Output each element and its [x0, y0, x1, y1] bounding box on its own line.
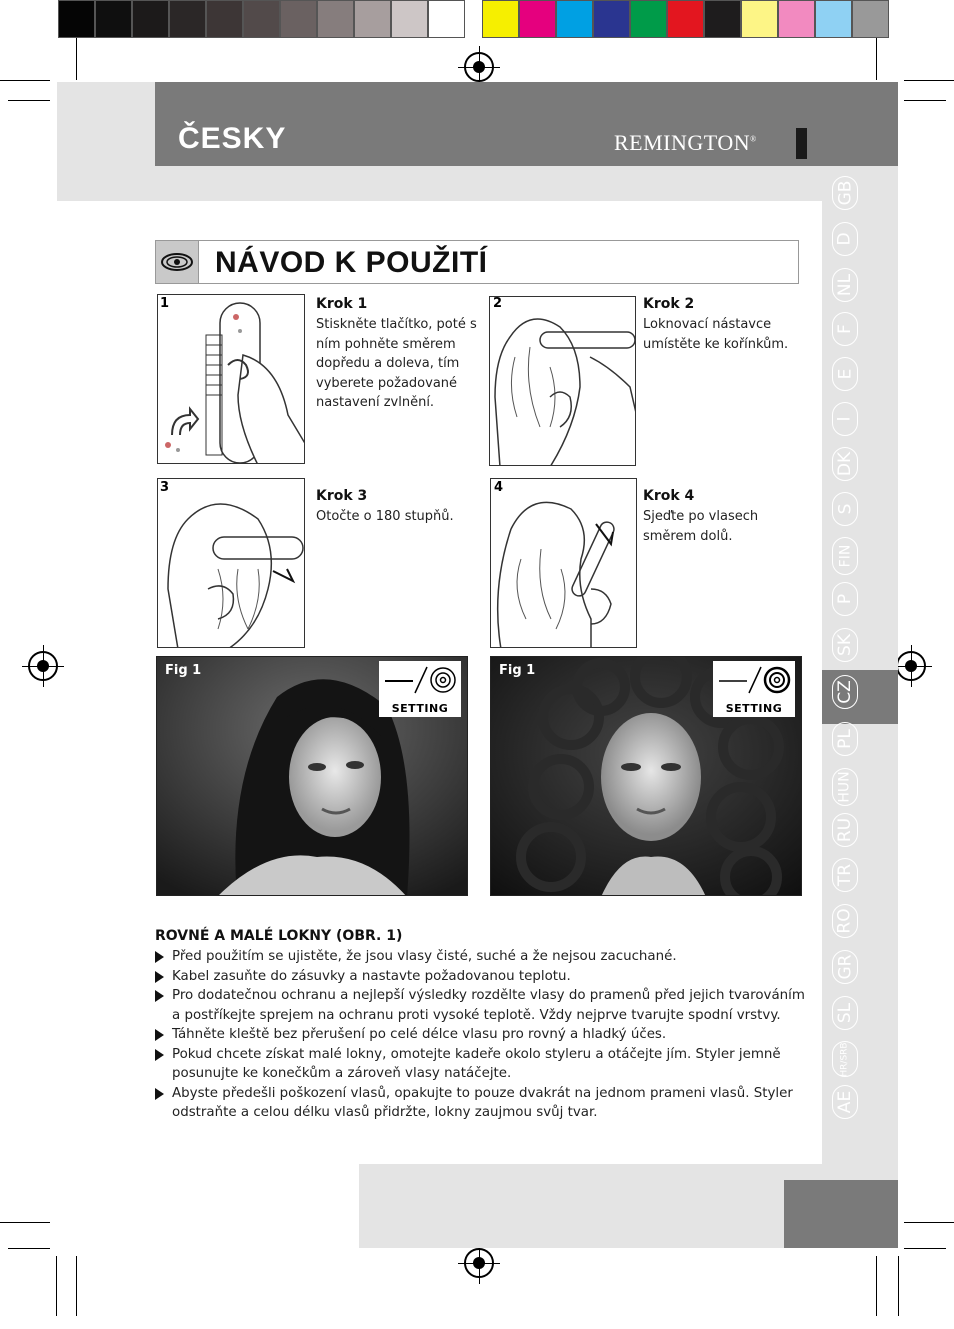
crop-mark [876, 1256, 877, 1316]
language-tab-sk[interactable] [832, 628, 858, 662]
color-swatch [317, 0, 354, 38]
step-heading: Krok 4 [643, 488, 695, 504]
straight-hair-photo [156, 656, 468, 896]
placing-styler-illustration [490, 297, 636, 466]
color-swatch [852, 0, 889, 38]
color-swatch [630, 0, 667, 38]
step-number: 3 [160, 480, 170, 495]
language-tab-label: SK [834, 634, 855, 656]
step-text: Stiskněte tlačítko, poté s ním pohněte směrem dopředu a doleva, tím vyberete požadované nastavení zvlnění. [316, 317, 477, 410]
language-title: ČESKY [178, 122, 287, 155]
language-tab-label: AE [835, 1090, 855, 1114]
crop-mark [0, 80, 50, 81]
language-tab-label: HUN [837, 771, 853, 803]
step-figure-3 [157, 478, 305, 648]
language-tab-label: P [834, 593, 855, 605]
step-number: 1 [160, 296, 170, 311]
language-tab-label: E [835, 368, 855, 380]
language-tab-tr[interactable] [832, 858, 858, 892]
setting-label: SETTING [725, 702, 783, 715]
language-tab-label: S [834, 503, 855, 515]
photo-label: Fig 1 [499, 663, 536, 678]
color-swatch [243, 0, 280, 38]
sliding-styler-illustration [491, 479, 637, 648]
language-tab-hr-srb[interactable] [832, 1041, 858, 1077]
color-swatch [428, 0, 465, 38]
step-text: Sjeďte po vlasech směrem dolů. [643, 509, 759, 544]
step-number: 4 [494, 480, 504, 495]
language-tab-nl[interactable] [832, 268, 858, 302]
registration-mark-icon [28, 651, 58, 681]
language-tab-ae[interactable] [832, 1085, 858, 1119]
color-swatches-left [58, 0, 465, 38]
step-number: 2 [493, 296, 503, 311]
setting-indicator [379, 661, 461, 717]
crop-mark [898, 1256, 899, 1316]
styler-button-illustration [158, 295, 305, 464]
language-tab-label: NL [834, 273, 855, 297]
crop-mark [76, 38, 77, 80]
instructions-subtitle: ROVNÉ A MALÉ LOKNY (OBR. 1) [155, 928, 403, 944]
rotating-styler-illustration [158, 479, 305, 648]
instruction-list [155, 947, 805, 1123]
step-heading: Krok 3 [316, 488, 368, 504]
language-tab-fin[interactable] [832, 537, 858, 575]
crop-mark [904, 1222, 954, 1223]
setting-indicator [713, 661, 795, 717]
color-swatch [206, 0, 243, 38]
color-swatch [354, 0, 391, 38]
crop-mark [904, 1248, 946, 1249]
list-item: Táhněte kleště bez přerušení po celé délce vlasu pro rovný a hladký účes. [155, 1025, 805, 1045]
color-swatch [741, 0, 778, 38]
registration-mark-icon [896, 651, 926, 681]
language-tab-s[interactable] [832, 492, 858, 526]
language-tab-i[interactable] [832, 402, 858, 436]
language-tab-label: FIN [837, 544, 853, 568]
language-tab-gb[interactable] [832, 176, 858, 210]
list-item: Před použitím se ujistěte, že jsou vlasy čisté, suché a že nejsou zacuchané. [155, 947, 805, 967]
brand-registered-mark: ® [750, 134, 757, 144]
crop-mark [0, 1222, 50, 1223]
language-tab-label: CZ [835, 680, 855, 704]
photo-label: Fig 1 [165, 663, 202, 678]
color-swatch [815, 0, 852, 38]
color-swatch [778, 0, 815, 38]
language-tab-d[interactable] [832, 222, 858, 256]
language-tab-dk[interactable] [832, 447, 858, 481]
language-tab-label: PL [834, 729, 855, 749]
section-icon-box [155, 240, 199, 284]
section-title: NÁVOD K POUŽITÍ [215, 246, 488, 279]
language-tab-label: SL [834, 1002, 855, 1024]
step-heading: Krok 1 [316, 296, 368, 312]
language-tab-label: F [835, 324, 855, 334]
brand-logo [614, 130, 757, 156]
language-tab-label: RO [835, 908, 856, 934]
list-item: Abyste předešli poškození vlasů, opakujte to pouze dvakrát na jednom prameni vlasů. Styler odstraňte a celou délku vlasů přidržte, lokny zaujmou svůj tvar. [155, 1084, 805, 1123]
color-swatch [280, 0, 317, 38]
language-tab-ro[interactable] [832, 904, 858, 938]
color-swatch [482, 0, 519, 38]
color-swatch [593, 0, 630, 38]
language-tab-hun[interactable] [832, 768, 858, 806]
color-swatch [556, 0, 593, 38]
language-tab-sl[interactable] [832, 996, 858, 1030]
step-text: Loknovací nástavce umístěte ke kořínkům. [643, 317, 789, 352]
eye-icon [156, 241, 198, 283]
crop-mark [904, 100, 946, 101]
brand-bar [796, 128, 807, 159]
registration-mark-icon [464, 1248, 494, 1278]
step-heading: Krok 2 [643, 296, 695, 312]
language-tab-p[interactable] [832, 582, 858, 616]
step-text: Otočte o 180 stupňů. [316, 509, 454, 524]
list-item: Pro dodatečnou ochranu a nejlepší výsledky rozdělte vlasy do pramenů před jejich tvarováním a postříkejte sprejem na ochranu proti vysoké teplotě. Vždy nejprve tvarujte spodní vrstvy. [155, 986, 805, 1025]
crop-mark [76, 1256, 77, 1316]
language-tab-e[interactable] [832, 357, 858, 391]
language-tab-label: HR/SRB [839, 1041, 850, 1077]
language-tab-label: DK [835, 451, 855, 477]
language-tab-gr[interactable] [832, 950, 858, 984]
setting-label: SETTING [391, 702, 449, 715]
language-tab-label: D [835, 232, 855, 246]
language-tab-f[interactable] [832, 312, 858, 346]
page-number-box [784, 1180, 898, 1248]
crop-mark [876, 38, 877, 80]
language-tab-label: I [834, 416, 855, 422]
language-tab-pl[interactable] [832, 722, 858, 756]
curly-hair-photo [490, 656, 802, 896]
color-swatches-right [482, 0, 889, 38]
color-swatch [95, 0, 132, 38]
curl-setting-icon [713, 661, 795, 699]
language-tab-cz[interactable] [832, 675, 858, 709]
step-figure-1 [157, 294, 305, 464]
color-swatch [58, 0, 95, 38]
list-item: Kabel zasuňte do zásuvky a nastavte požadovanou teplotu. [155, 967, 805, 987]
crop-mark [904, 80, 954, 81]
color-swatch [519, 0, 556, 38]
color-swatch [169, 0, 206, 38]
crop-mark [8, 100, 50, 101]
crop-mark [56, 1256, 57, 1316]
color-swatch [667, 0, 704, 38]
language-tab-ru[interactable] [832, 813, 858, 847]
language-tab-label: GB [835, 180, 855, 206]
language-tab-label: TR [834, 863, 855, 887]
language-tab-label: GR [835, 954, 855, 980]
straight-setting-icon [379, 661, 461, 699]
color-swatch [391, 0, 428, 38]
color-swatch [132, 0, 169, 38]
registration-mark-icon [464, 52, 494, 82]
list-item: Pokud chcete získat malé lokny, omotejte kadeře okolo styleru a otáčejte jím. Styler jemně posunujte ke konečkům a zároveň vlasy natáčejte. [155, 1045, 805, 1084]
step-figure-4 [490, 478, 637, 648]
step-figure-2 [489, 296, 636, 466]
brand-name: REMINGTON [614, 130, 751, 155]
color-swatch [704, 0, 741, 38]
language-tab-label: RU [835, 817, 856, 843]
crop-mark [8, 1248, 50, 1249]
